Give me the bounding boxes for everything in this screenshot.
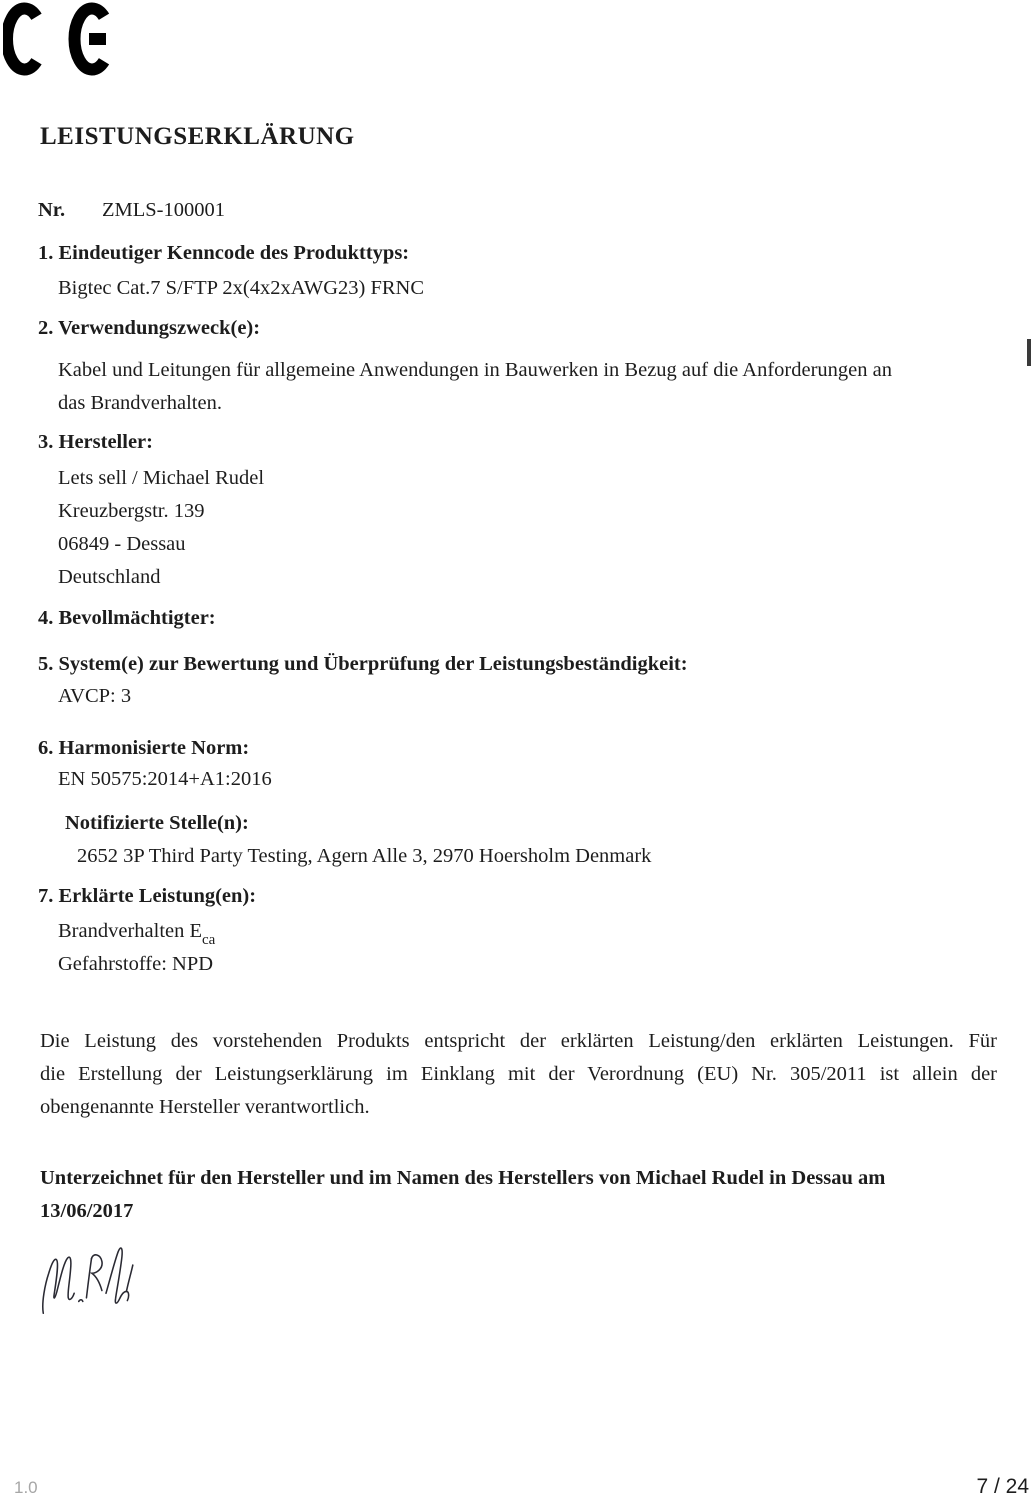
intended-use-line: das Brandverhalten. <box>58 392 222 414</box>
footer-page-indicator: 7 / 24 <box>976 1475 1029 1498</box>
section-3-manufacturer-address <box>58 462 264 594</box>
manufacturer-country: Deutschland <box>58 566 161 588</box>
document-number-row <box>38 200 225 221</box>
declared-fire-performance <box>58 920 216 948</box>
section-7-heading: 7. Erklärte Leistung(en): <box>38 885 257 907</box>
section-4-heading: 4. Bevollmächtigter: <box>38 607 216 629</box>
signed-statement-date: 13/06/2017 <box>40 1200 134 1222</box>
document-number-label: Nr. <box>38 199 66 221</box>
signed-statement <box>40 1162 997 1228</box>
declared-hazardous-substances: Gefahrstoffe: NPD <box>58 953 214 975</box>
statement-line: die Erstellung der Leistungserklärung im Einklang mit der Verordnung (EU) Nr. 305/2011 ist allein der <box>40 1063 997 1085</box>
manufacturer-street: Kreuzbergstr. 139 <box>58 500 205 522</box>
page-title: LEISTUNGSERKLÄRUNG <box>40 123 355 150</box>
section-6-standard: EN 50575:2014+A1:2016 <box>58 768 272 790</box>
section-1-product-code: Bigtec Cat.7 S/FTP 2x(4x2xAWG23) FRNC <box>58 277 425 299</box>
ce-mark-icon <box>3 2 111 76</box>
fire-performance-subscript: ca <box>202 932 216 948</box>
manufacturer-city: 06849 - Dessau <box>58 533 186 555</box>
fire-performance-text: Brandverhalten E <box>58 920 203 942</box>
scan-artifact <box>1027 339 1031 366</box>
section-2-intended-use <box>58 354 998 420</box>
handwritten-signature <box>36 1242 136 1330</box>
statement-line: obengenannte Hersteller verantwortlich. <box>40 1096 370 1118</box>
section-5-heading: 5. System(e) zur Bewertung und Überprüfung der Leistungsbeständigkeit: <box>38 653 688 675</box>
notified-body-heading: Notifizierte Stelle(n): <box>65 812 249 834</box>
intended-use-line: Kabel und Leitungen für allgemeine Anwendungen in Bauwerken in Bezug auf die Anforderungen an <box>58 359 892 381</box>
section-3-heading: 3. Hersteller: <box>38 431 153 453</box>
section-5-avcp: AVCP: 3 <box>58 685 132 707</box>
document-number-value: ZMLS-100001 <box>102 199 225 221</box>
responsibility-statement <box>40 1025 997 1124</box>
section-6-heading: 6. Harmonisierte Norm: <box>38 737 250 759</box>
statement-line: Die Leistung des vorstehenden Produkts entspricht der erklärten Leistung/den erklärten Leistungen. Für <box>40 1030 997 1052</box>
signed-statement-line: Unterzeichnet für den Hersteller und im Namen des Herstellers von Michael Rudel in Dessau am <box>40 1167 886 1189</box>
footer-version: 1.0 <box>14 1478 38 1497</box>
section-2-heading: 2. Verwendungszweck(e): <box>38 317 261 339</box>
notified-body-line: 2652 3P Third Party Testing, Agern Alle 3, 2970 Hoersholm Denmark <box>77 845 652 867</box>
section-1-heading: 1. Eindeutiger Kenncode des Produkttyps: <box>38 242 410 264</box>
manufacturer-name: Lets sell / Michael Rudel <box>58 467 265 489</box>
